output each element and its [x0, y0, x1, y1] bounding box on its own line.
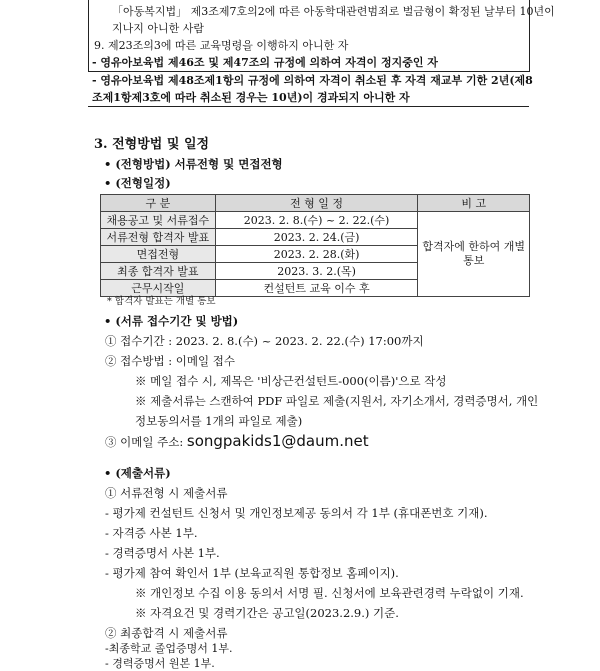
col-header-category: 구 분 — [101, 195, 216, 212]
box-line-6: 조제1항제3호에 따라 취소된 경우는 10년)이 경과되지 아니한 자 — [92, 91, 410, 104]
row-label: 서류전형 합격자 발표 — [101, 229, 216, 246]
schedule-title: • (전형일정) — [104, 176, 171, 190]
row-date: 컨설턴트 교육 이수 후 — [215, 280, 418, 297]
document-item: - 경력증명서 원본 1부. — [105, 657, 215, 670]
document-note: ※ 자격요건 및 경력기간은 공고일(2023.2.9.) 기준. — [135, 606, 399, 620]
document-item: - 자격증 사본 1부. — [105, 526, 198, 540]
col-header-remarks: 비 고 — [418, 195, 530, 212]
row-date: 2023. 3. 2.(목) — [215, 263, 418, 280]
document-item: - 평가제 참여 확인서 1부 (보육교직원 통합정보 홈페이지). — [105, 566, 399, 580]
receipt-note-2: ※ 제출서류는 스캔하여 PDF 파일로 제출(지원서, 자기소개서, 경력증명서, 개인 — [135, 394, 539, 408]
documents-sub-1: ① 서류전형 시 제출서류 — [105, 486, 228, 500]
receipt-note-3: 정보동의서를 1개의 파일로 제출) — [135, 414, 303, 428]
remarks-cell: 합격자에 한하여 개별 통보 — [418, 212, 530, 297]
email-label: ③ 이메일 주소: — [105, 435, 187, 449]
table-footnote: * 합격자 발표는 개별 통보 — [107, 296, 216, 307]
row-label: 근무시작일 — [101, 280, 216, 297]
document-item: - 평가제 컨설턴트 신청서 및 개인정보제공 동의서 각 1부 (휴대폰번호 기재). — [105, 506, 488, 520]
box-line-5: - 영유아보육법 제48조제1항의 규정에 의하여 자격이 취소된 후 자격 재교부 기한 2년(제8 — [92, 74, 533, 87]
row-label: 최종 합격자 발표 — [101, 263, 216, 280]
box-line-4: - 영유아보육법 제46조 및 제47조의 규정에 의하여 자격이 정지중인 자 — [92, 56, 438, 69]
document-note: ※ 개인정보 수집 이용 동의서 서명 필. 신청서에 보육관련경력 누락없이 기재. — [135, 586, 524, 600]
col-header-schedule: 전 형 일 정 — [215, 195, 418, 212]
method-line: • (전형방법) 서류전형 및 면접전형 — [104, 157, 283, 171]
box-bottom-border — [88, 106, 529, 107]
email-line — [105, 434, 369, 450]
documents-sub-2: ② 최종합격 시 제출서류 — [105, 626, 228, 640]
box-line-1: 「아동복지법」 제3조제7호의2에 따른 아동학대관련범죄로 벌금형이 확정된 날부터 10년이 — [112, 5, 555, 18]
receipt-period: ① 접수기간 : 2023. 2. 8.(수) ~ 2023. 2. 22.(수) 17:00까지 — [105, 334, 424, 348]
table-header-row — [101, 195, 530, 212]
row-label: 면접전형 — [101, 246, 216, 263]
section-3-title: 3. 전형방법 및 일정 — [94, 137, 210, 152]
box-line-2: 지나지 아니한 사람 — [112, 22, 205, 35]
row-date: 2023. 2. 28.(화) — [215, 246, 418, 263]
receipt-note-1: ※ 메일 접수 시, 제목은 '비상근컨설턴트-000(이름)'으로 작성 — [135, 374, 447, 388]
table-row — [101, 212, 530, 229]
box-line-3: 9. 제23조의3에 따른 교육명령을 이행하지 아니한 자 — [94, 39, 349, 52]
document-item: -최종학교 졸업증명서 1부. — [105, 642, 233, 655]
schedule-table — [100, 194, 530, 297]
row-date: 2023. 2. 24.(금) — [215, 229, 418, 246]
row-date: 2023. 2. 8.(수) ~ 2. 22.(수) — [215, 212, 418, 229]
email-address[interactable]: songpakids1@daum.net — [186, 432, 369, 450]
receipt-method: ② 접수방법 : 이메일 접수 — [105, 354, 235, 368]
documents-title: • (제출서류) — [104, 466, 171, 480]
document-item: - 경력증명서 사본 1부. — [105, 546, 220, 560]
receipt-title: • (서류 접수기간 및 방법) — [104, 314, 239, 328]
row-label: 채용공고 및 서류접수 — [101, 212, 216, 229]
